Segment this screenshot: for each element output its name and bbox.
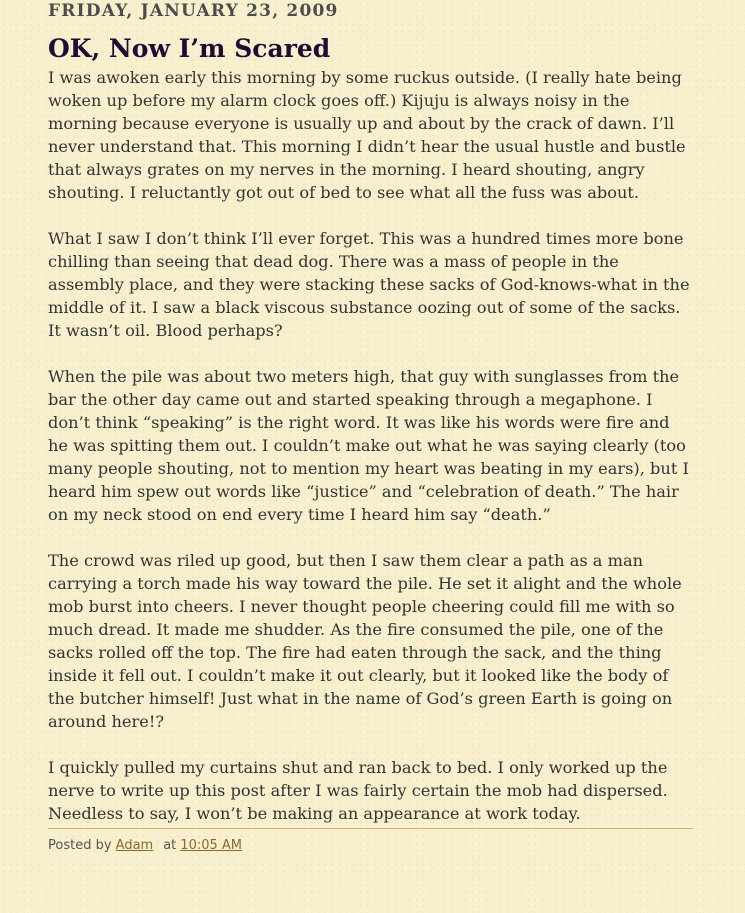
date-header: FRIDAY, JANUARY 23, 2009 xyxy=(48,1,339,21)
post-paragraph: The crowd was riled up good, but then I saw them clear a path as a man carrying a torch made his way toward the pile. He set it alight and the whole mob burst into cheers. I never thought people cheering could fill me with so much dread. It made me shudder. As the fire consumed the pile, one of the sacks rolled off the top. The fire had eaten through the sack, and the thing inside it fell out. I couldn’t make it out clearly, but it looked like the body of the butcher himself! Just what in the name of God’s green Earth is going on around here!? xyxy=(48,551,682,731)
blog-post xyxy=(48,0,693,855)
post-paragraph: What I saw I don’t think I’ll ever forget. This was a hundred times more bone chilling than seeing that dead dog. There was a mass of people in the assembly place, and they were stacking these sacks of God-knows-what in the middle of it. I saw a black viscous substance oozing out of some of the sacks. It wasn’t oil. Blood perhaps? xyxy=(48,229,690,340)
posted-by-label: Posted by xyxy=(48,838,112,853)
post-paragraph: I quickly pulled my curtains shut and ran back to bed. I only worked up the nerve to write up this post after I was fairly certain the mob had dispersed. Needless to say, I won’t be making an appearance at work today. xyxy=(48,758,668,823)
post-footer xyxy=(48,828,693,855)
author-link[interactable]: Adam xyxy=(115,838,154,853)
post-timestamp-link[interactable]: 10:05 AM xyxy=(180,838,243,853)
post-body xyxy=(48,66,693,825)
post-paragraph: I was awoken early this morning by some ruckus outside. (I really hate being woken up before my alarm clock goes off.) Kijuju is always noisy in the morning because everyone is usually up and about by the crack of dawn. I’ll never understand that. This morning I didn’t hear the usual hustle and bustle that always grates on my nerves in the morning. I heard shouting, angry shouting. I reluctantly got out of bed to see what all the fuss was about. xyxy=(48,68,686,202)
post-title: OK, Now I’m Scared xyxy=(48,34,331,63)
at-label: at xyxy=(163,838,177,853)
post-paragraph: When the pile was about two meters high, that guy with sunglasses from the bar the other day came out and started speaking through a megaphone. I don’t think “speaking” is the right word. It was like his words were fire and he was spitting them out. I couldn’t make out what he was saying clearly (too many people shouting, not to mention my heart was beating in my ears), but I heard him spew out words like “justice” and “celebration of death.” The hair on my neck stood on end every time I heard him say “death.” xyxy=(48,367,689,524)
